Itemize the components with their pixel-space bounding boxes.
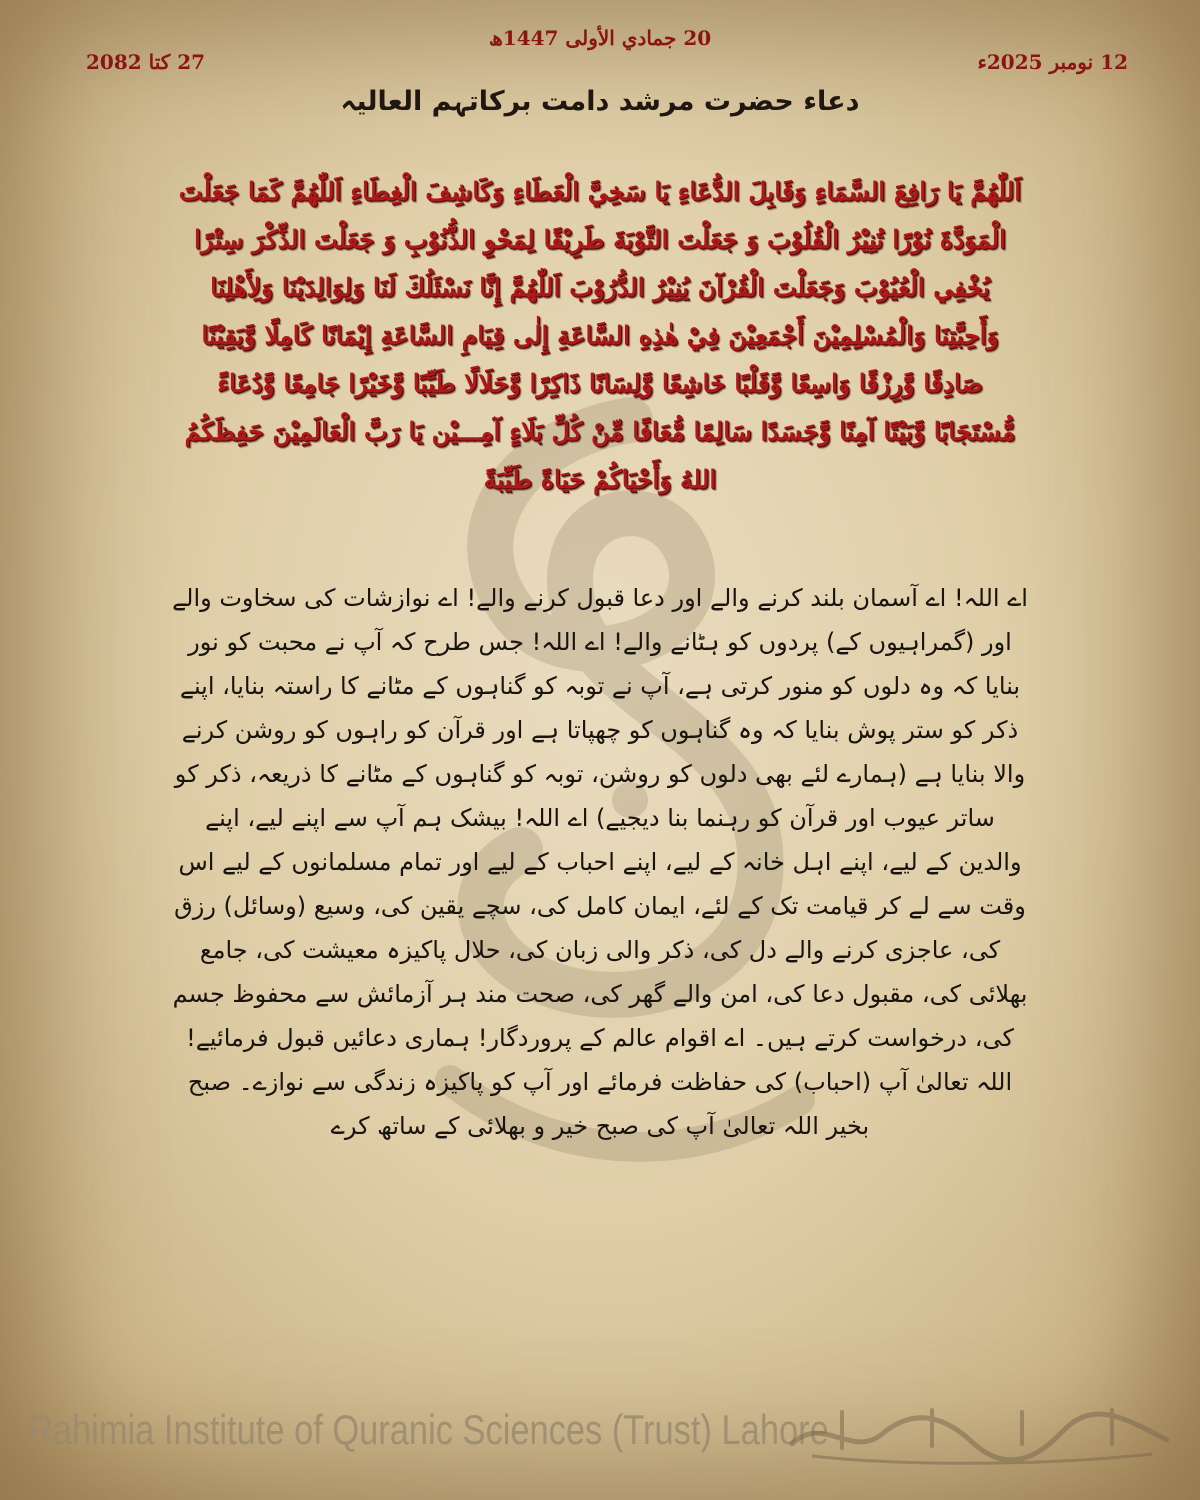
hijri-date: 20 جمادي الأولى 1447ھ (488, 26, 712, 50)
arabic-dua-text: اَللّٰهُمَّ يَا رَافِعَ السَّمَاءِ وَقَابِلَ الدُّعَاءِ يَا سَخِيَّ الْعَطَاءِ وَكَاشِفَ الْغِطَاءِ اَللّٰهُمَّ كَمَا جَعَلْتَ الْمَوَدَّةَ نُوْرًا تُنِيْرُ الْقُلُوْبَ وَ جَعَلْتَ التَّوْبَةَ طَرِيْقًا لِمَحْوِ الذُّنُوْبِ وَ جَعَلْتَ الذِّكْرَ سِتْرًا يُخْفِي الْعُيُوْبَ وَجَعَلْتَ الْقُرْآنَ يُنِيْرُ الدُّرُوْبَ اَللّٰهُمَّ إِنَّا نَسْئَلُكَ لَنَا وَلِوَالِدَيْنَا وَلِأَهْلِنَا وَأَحِبَّتِنَا وَالْمُسْلِمِيْنَ أَجْمَعِيْنَ فِيْ هٰذِهِ السَّاعَةِ إِلٰى قِيَامِ السَّاعَةِ إِيْمَانًا كَامِلًا وَّيَقِيْنًا صَادِقًا وَّرِزْقًا وَاسِعًا وَّقَلْبًا خَاشِعًا وَّلِسَانًا ذَاكِرًا وَّحَلَالًا طَيِّبًا وَّخَيْرًا جَامِعًا وَّدُعَاءً مُّسْتَجَابًا وَّبَيْتًا آمِنًا وَّجَسَدًا سَالِمًا مُّعَافًا مِّنْ كُلِّ بَلَاءٍ آمِـــيْن يَا رَبَّ الْعَالَمِيْنَ حَفِظَكُمُ اللهُ وَأَحْيَاكُمْ حَيَاةً طَيِّبَةً (178, 177, 1022, 494)
date-header (0, 26, 1200, 86)
footer (0, 1400, 1200, 1480)
page-title: دعاء حضرت مرشد دامت برکاتہم العالیہ (340, 86, 860, 117)
institute-calligraphy-logo (782, 1404, 1177, 1468)
institute-name-english: Rahimia Institute of Quranic Sciences (Trust) Lahore (28, 1406, 829, 1453)
urdu-translation-text: اے اللہ! اے آسمان بلند کرنے والے اور دعا قبول کرنے والے! اے نوازشات کی سخاوت والے اور (گمراہیوں کے) پردوں کو ہٹانے والے! اے اللہ! جس طرح کہ آپ نے محبت کو نور بنایا کہ وہ دلوں کو منور کرتی ہے، آپ نے توبہ کو گناہوں کے مٹانے کا راستہ بنایا، اپنے ذکر کو ستر پوش بنایا کہ وہ گناہوں کو چھپاتا ہے اور قرآن کو راہوں کو روشن کرنے والا بنایا ہے (ہمارے لئے بھی دلوں کو روشن، توبہ کو گناہوں کے مٹانے کا ذریعہ، ذکر کو ساتر عیوب اور قرآن کو رہنما بنا دیجیے) اے اللہ! بیشک ہم آپ سے اپنے لیے، اپنے والدین کے لیے، اپنے اہل خانہ کے لیے، اپنے احباب کے لیے اور تمام مسلمانوں کے لیے اس وقت سے لے کر قیامت تک کے لئے، ایمان کامل کی، سچے یقین کی، وسیع (وسائل) رزق کی، عاجزی کرنے والے دل کی، ذکر والی زبان کی، حلال پاکیزہ معیشت کی، جامع بھلائی کی، مقبول دعا کی، امن والے گھر کی، صحت مند ہر آزمائش سے محفوظ جسم کی، درخواست کرتے ہیں۔ اے اقوام عالم کے پروردگار! ہماری دعائیں قبول فرمائیے! اللہ تعالیٰ آپ (احباب) کی حفاظت فرمائے اور آپ کو پاکیزہ زندگی سے نوازے۔ صبح بخیر اللہ تعالیٰ آپ کی صبح خیر و بھلائی کے ساتھ کرے (172, 584, 1028, 1140)
bikrami-date: 27 کتا 2082 (86, 50, 206, 74)
gregorian-date: 12 نومبر 2025ء (977, 50, 1128, 74)
